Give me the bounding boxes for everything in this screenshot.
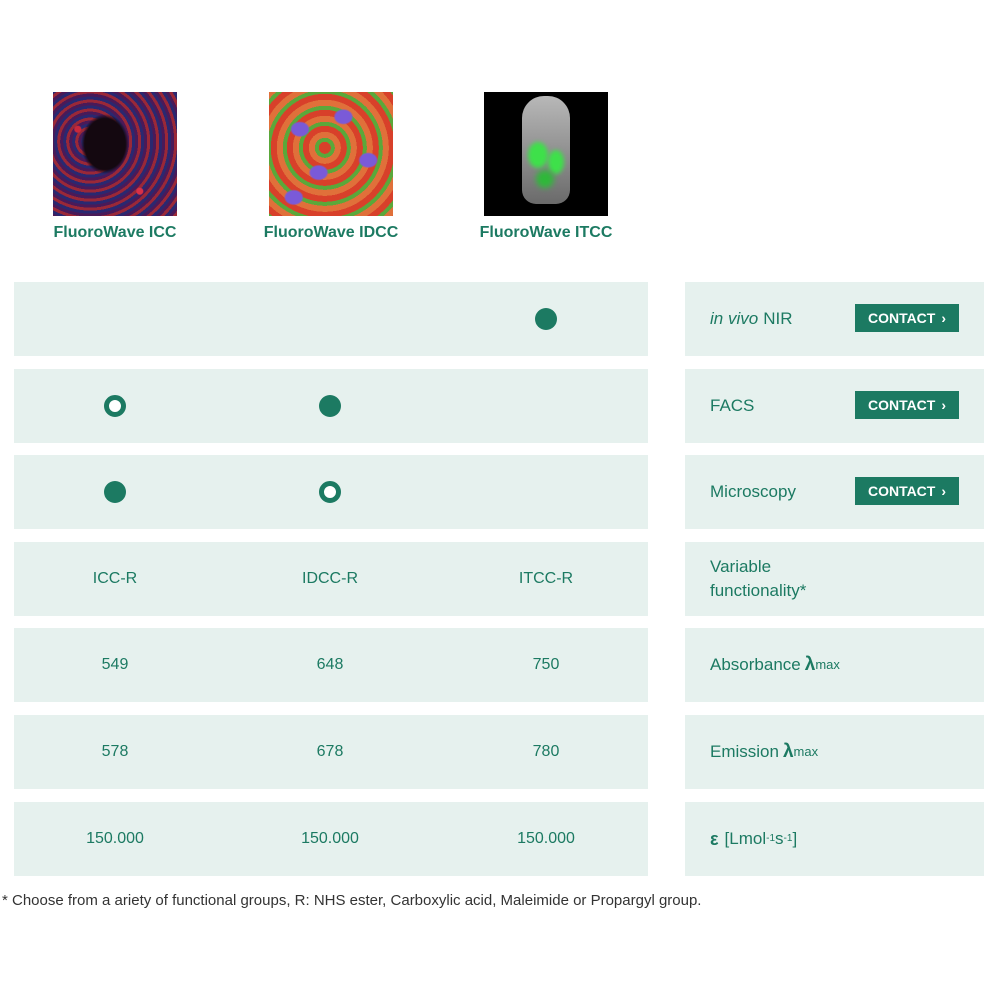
value-cell: 750	[532, 656, 560, 673]
product-name: FluoroWave IDCC	[263, 224, 399, 241]
row-in-vivo-marks	[14, 282, 648, 356]
row-facs-label	[685, 369, 984, 443]
row-extinction-label	[685, 802, 984, 876]
value-cell: 780	[532, 743, 560, 760]
row-microscopy-marks	[14, 455, 648, 529]
product-icc	[15, 92, 215, 242]
filled-circle-icon	[104, 481, 126, 503]
row-label: Variable functionality*	[710, 557, 807, 600]
row-functionality-label	[685, 542, 984, 616]
filled-circle-icon	[319, 395, 341, 417]
open-circle-icon	[319, 481, 341, 503]
value-cell: 150.000	[86, 830, 144, 847]
chevron-right-icon: ›	[941, 397, 947, 413]
chevron-right-icon: ›	[941, 310, 947, 326]
product-image-itcc	[484, 92, 608, 216]
contact-button[interactable]: CONTACT ›	[855, 304, 959, 332]
row-label: FACS	[710, 396, 755, 415]
row-label: Microscopy	[710, 482, 796, 501]
row-microscopy-label	[685, 455, 984, 529]
contact-button[interactable]: CONTACT ›	[855, 477, 959, 505]
value-cell: 150.000	[517, 830, 575, 847]
row-extinction-values	[14, 802, 648, 876]
value-cell: ICC-R	[92, 570, 138, 587]
chevron-right-icon: ›	[941, 483, 947, 499]
product-image-idcc	[269, 92, 393, 216]
value-cell: 648	[316, 656, 344, 673]
row-facs-marks	[14, 369, 648, 443]
filled-circle-icon	[535, 308, 557, 330]
contact-button[interactable]: CONTACT ›	[855, 391, 959, 419]
value-cell: 578	[101, 743, 129, 760]
row-functionality-values	[14, 542, 648, 616]
row-in-vivo-label	[685, 282, 984, 356]
row-label: Absorbance λ max	[710, 654, 840, 675]
row-label: in vivo NIR	[710, 309, 793, 328]
value-cell: IDCC-R	[302, 570, 358, 587]
value-cell: ITCC-R	[518, 570, 574, 587]
value-cell: 150.000	[301, 830, 359, 847]
value-cell: 678	[316, 743, 344, 760]
product-image-icc	[53, 92, 177, 216]
row-absorbance-values	[14, 628, 648, 702]
row-emission-label	[685, 715, 984, 789]
footnote: * Choose from a ariety of functional groups, R: NHS ester, Carboxylic acid, Maleimide or Propargyl group.	[2, 892, 702, 909]
row-label: Emission λ max	[710, 741, 819, 762]
row-absorbance-label	[685, 628, 984, 702]
product-itcc	[446, 92, 646, 242]
row-label: ε [Lmol -1 s -1 ]	[710, 829, 798, 849]
product-name: FluoroWave ICC	[53, 224, 177, 241]
row-emission-values	[14, 715, 648, 789]
value-cell: 549	[101, 656, 129, 673]
product-name: FluoroWave ITCC	[479, 224, 613, 241]
open-circle-icon	[104, 395, 126, 417]
product-idcc	[231, 92, 431, 242]
